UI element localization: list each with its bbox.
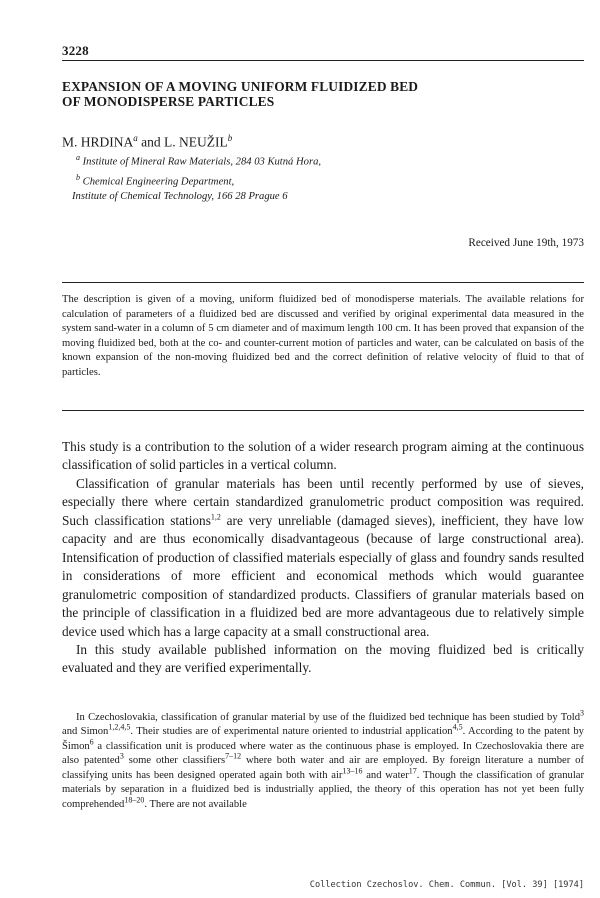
citation-13-16: 13–16 xyxy=(342,766,363,776)
paragraph-3: In this study available published information on the moving fluidized bed is critically evaluated and they are verified experimentally. xyxy=(62,641,584,676)
paragraph-2 xyxy=(62,475,584,641)
p4-e: a classification unit is produced where water as the continuous phase is employed. In Czechoslovakia there are also patented xyxy=(62,740,584,767)
paragraph-1: This study is a contribution to the solution of a wider research program aiming at the continuous classification of solid particles in a vertical column. xyxy=(62,439,584,473)
author-2: L. NEUŽIL xyxy=(164,134,228,150)
affiliation-1-mark: a xyxy=(76,153,80,162)
citation-6: 6 xyxy=(89,737,94,747)
citation-3b: 3 xyxy=(119,751,124,761)
affiliation-1 xyxy=(76,150,321,170)
p4-d: . According to the patent by Šimon xyxy=(62,726,584,752)
citation-18-20: 18–20 xyxy=(124,795,145,805)
body-text-small xyxy=(62,708,584,812)
citation-4-5: 4,5 xyxy=(452,722,463,732)
title-line-2: OF MONODISPERSE PARTICLES xyxy=(62,94,275,109)
header-rule xyxy=(62,60,584,61)
title-line-1: EXPANSION OF A MOVING UNIFORM FLUIDIZED BED xyxy=(62,79,419,94)
author-1-affil-mark: a xyxy=(133,133,138,143)
citation-1-2: 1,2 xyxy=(210,512,221,522)
author-conjunction: and xyxy=(137,134,165,150)
affiliation-3: Institute of Chemical Technology, 166 28 Prague 6 xyxy=(72,191,288,203)
affiliation-2 xyxy=(76,170,321,190)
p4-f: some other classifiers xyxy=(123,755,226,767)
affiliation-1-text: Institute of Mineral Raw Materials, 284 03 Kutná Hora, xyxy=(82,156,322,168)
body-text xyxy=(62,438,584,678)
p4-c: . Their studies are of experimental nature oriented to industrial application xyxy=(130,726,453,738)
p4-j: . There are not available xyxy=(144,798,247,810)
article-title xyxy=(62,79,582,109)
received-date: Received June 19th, 1973 xyxy=(468,237,584,249)
paragraph-2-part-a: Classification of granular materials has been until recently performed by use of sieves, especially there where certain standardized granulometric product composition was required. Such classification stations xyxy=(62,475,584,528)
citation-3: 3 xyxy=(580,708,584,718)
affiliations xyxy=(72,150,322,204)
citation-1-5: 1,2,4,5 xyxy=(108,722,131,732)
abstract: The description is given of a moving, uniform fluidized bed of monodisperse materials. The available relations for calculation of parameters of a fluidized bed are discussed and verified by original experimental data measured in the system sand-water in a column of 5 cm diameter and of maximum length 100 cm. It has been proved that expansion of the moving fluidized bed, both at the co- and counter-current motion of particles and water, can be calculated on basis of the known expansion of the non-moving fluidized bed and the correct definition of relative velocity of fluid to that of particles. xyxy=(62,294,584,378)
citation-17: 17 xyxy=(408,766,417,776)
citation-7-12: 7–12 xyxy=(225,751,242,761)
author-2-affil-mark: b xyxy=(227,133,233,143)
p4-h: and water xyxy=(362,769,409,781)
p4-i: . Though the classification of granular materials by separation in a fluidized bed is industrially applied, the theory of this operation has not yet been fully comprehended xyxy=(62,769,584,810)
author-line xyxy=(62,130,232,151)
p4-b: and Simon xyxy=(62,726,109,738)
paragraph-2-part-b: are very unreliable (damaged sieves), inefficient, they have low capacity and are thus economically disadvantageous (because of large constructional area). Intensification of production of classified materials especially of glass and foundry sands resulted in considerations of more efficient and economical methods which would guarantee granulometric composition of standardized products. Classifiers of granular materials based on the principle of classification in a fluidized bed are more advantageous due to relatively simple device used which has a large capacity at a small constructional area. xyxy=(62,512,585,639)
p4-a: In Czechoslovakia, classification of granular material by use of the fluidized bed technique has been studied by Told xyxy=(76,712,580,723)
abstract-top-rule xyxy=(62,282,584,283)
paragraph-4 xyxy=(62,708,584,812)
journal-footer: Collection Czechoslov. Chem. Commun. [Vol. 39] [1974] xyxy=(309,880,584,890)
p4-g: where both water and air are employed. By foreign literature a number of classifying units has been designed operated again both with air xyxy=(62,755,584,781)
abstract-bottom-rule xyxy=(62,410,584,411)
page-number: 3228 xyxy=(62,43,89,58)
affiliation-2-text: Chemical Engineering Department, xyxy=(82,176,235,188)
author-1: M. HRDINA xyxy=(62,134,134,150)
affiliation-2-mark: b xyxy=(76,172,80,182)
